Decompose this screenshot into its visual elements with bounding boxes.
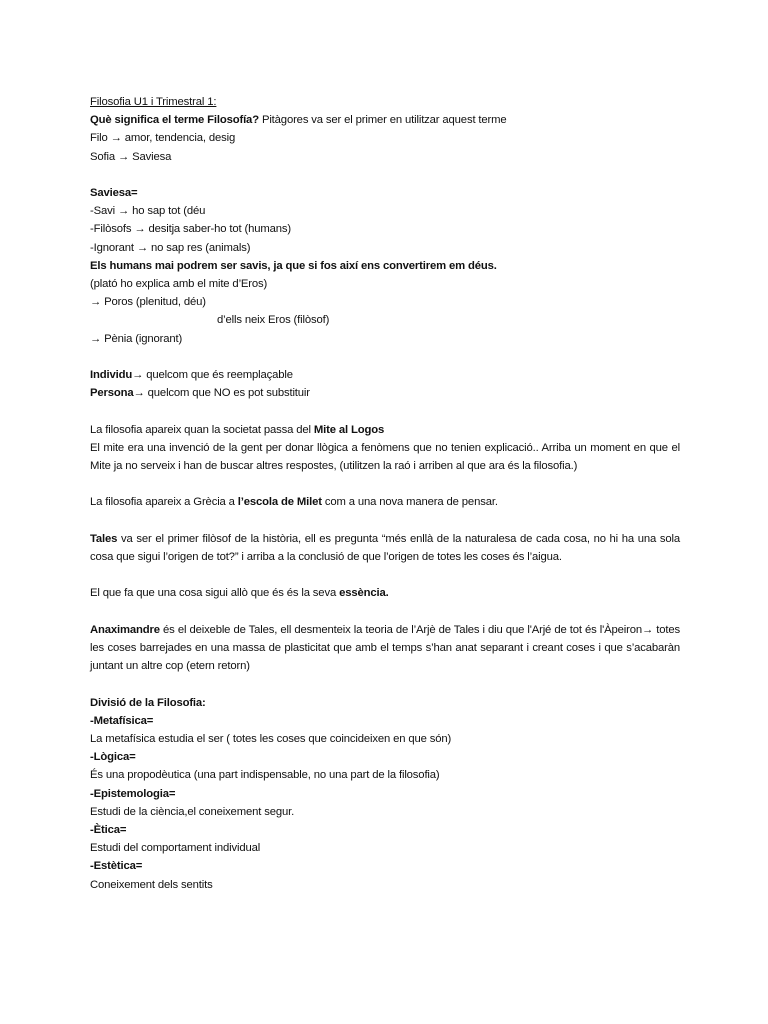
essencia-bold: essència. <box>339 587 389 600</box>
logos-text: La filosofia apareix quan la societat passa del <box>90 423 314 436</box>
persona-term: Persona <box>90 387 134 400</box>
divisio-heading: Divisió de la Filosofia: <box>90 696 206 709</box>
persona-def: → quelcom que NO es pot substituir <box>133 387 310 400</box>
ignorant-line: -Ignorant → no sap res (animals) <box>90 241 251 254</box>
anaximandre-bold: Anaximandre <box>90 623 160 636</box>
individu-term: Individu <box>90 369 133 382</box>
logica-heading: -Lògica= <box>90 751 136 764</box>
filo-line: Filo → amor, tendencia, desig <box>90 132 236 145</box>
anaximandre-paragraph <box>90 621 680 676</box>
grecia-bold: l’escola de Milet <box>237 496 322 509</box>
logos-paragraph <box>90 421 680 439</box>
eros-line: d’ells neix Eros (filòsof) <box>217 314 330 327</box>
question-rest: Pitàgores va ser el primer en utilitzar aquest terme <box>258 114 507 127</box>
filosofs-line: -Filòsofs → desitja saber-ho tot (humans) <box>90 223 292 236</box>
saviesa-heading: Saviesa= <box>90 187 138 199</box>
epistemologia-heading: -Epistemologia= <box>90 787 176 800</box>
individu-line <box>90 366 680 384</box>
poros-line: → Poros (plenitud, déu) <box>90 296 206 309</box>
grecia-text-a: La filosofia apareix a Grècia a <box>90 496 238 509</box>
grecia-text-c: com a una nova manera de pensar. <box>321 496 498 509</box>
question-line <box>90 111 680 129</box>
grecia-paragraph <box>90 493 680 511</box>
persona-line <box>90 384 680 402</box>
estetica-heading: -Estètica= <box>90 860 143 873</box>
document-title: Filosofia U1 i Trimestral 1: <box>90 96 217 108</box>
penia-line: → Pènia (ignorant) <box>90 332 183 345</box>
question-bold: Què significa el terme Filosofía? <box>90 114 259 127</box>
mite-paragraph: El mite era una invenció de la gent per donar llògica a fenòmens que no tenien explicació.. Arriba un moment en que el Mite ja no serveix i han de buscar altres respostes, (utilitzen la raó i arriben al que ara és la filosofia.) <box>90 441 680 473</box>
logos-bold: Mite al Logos <box>313 423 385 436</box>
etica-text: Estudi del comportament individual <box>90 842 261 855</box>
etica-heading: -Ètica= <box>90 824 127 836</box>
tales-text: va ser el primer filòsof de la història, ell es pregunta “més enllà de la naturalesa de cada cosa, no hi ha una sola cosa que sigui l’origen de tot?” i arriba a la conclusió de que l’origen de totes les coses és l’aigua. <box>90 532 680 563</box>
humans-statement: Els humans mai podrem ser savis, ja que si fos així ens convertirem em déus. <box>90 259 497 272</box>
tales-bold: Tales <box>90 532 118 545</box>
plato-line: (plató ho explica amb el mite d’Eros) <box>90 278 268 291</box>
logica-text: És una propodèutica (una part indispensable, no una part de la filosofia) <box>90 769 440 782</box>
savi-line: -Savi → ho sap tot (déu <box>90 205 206 218</box>
individu-def: → quelcom que és reemplaçable <box>132 369 293 382</box>
metafisica-heading: -Metafísica= <box>90 714 154 727</box>
sofia-line: Sofia → Saviesa <box>90 150 172 163</box>
tales-paragraph <box>90 530 680 566</box>
anaximandre-text: és el deixeble de Tales, ell desmenteix la teoria de l’Arjè de Tales i diu que l'Arjé de tot és l'Àpeiron→ totes les coses barrejades en una massa de plasticitat que amb el temps s’han anat separant i creant coses i que s’acabaràn juntant un altre cop (etern retorn) <box>90 623 680 673</box>
essencia-text: El que fa que una cosa sigui allò que és és la seva <box>90 587 340 600</box>
estetica-text: Coneixement dels sentits <box>90 878 213 891</box>
metafisica-text: La metafísica estudia el ser ( totes les coses que coincideixen en que són) <box>90 732 452 745</box>
epistemologia-text: Estudi de la ciència,el coneixement segur. <box>90 805 295 818</box>
essencia-paragraph <box>90 584 680 602</box>
